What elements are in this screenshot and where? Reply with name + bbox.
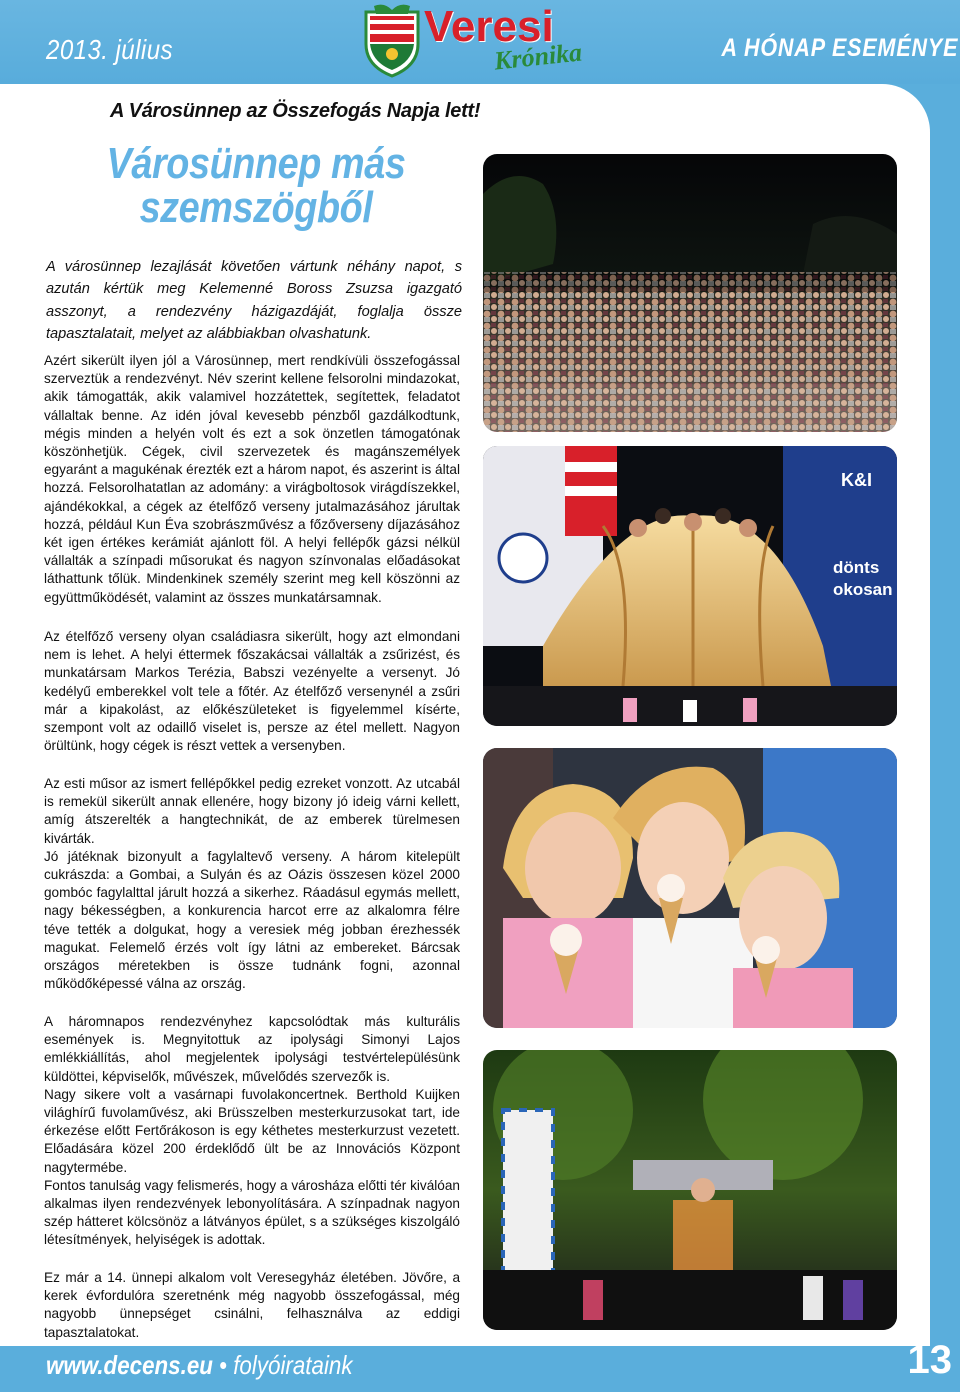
paragraph-3	[44, 775, 460, 993]
stage-sign-okosan: okosan	[833, 580, 893, 599]
paragraph-5	[44, 1269, 460, 1342]
photo-crowd-image	[483, 154, 897, 432]
article-title	[75, 139, 436, 232]
paragraph-5-text: Ez már a 14. ünnepi alkalom volt Veresegyház életében. Jövőre, a kerek évfordulóra szeretnénk még nagyobb összefogással, még nagyobb ünnepséget csinálni, felhasználva az eddigi tapasztalatokat.	[44, 1270, 460, 1340]
page-corner	[930, 84, 960, 144]
photo-stage-dancers	[483, 446, 897, 726]
page-number: 13	[907, 1338, 952, 1382]
paragraph-2-text: Az ételfőző verseny olyan családiasra sikerült, hogy azt elmondani nem is lehet. A helyi éttermek főszakácsai vállalták a zsűrizést, és munkatársam Markos Terézia, Babszi vezényelte a versenyt. Jó kedélyű emberekkel volt tele a főtér. Az ételfőző versenynél a zsűri már a kipakolást, az előkészületeket is figyelemmel kísérte, szempont volt az odaillő viselet is, persze az étel mellett. Nagyon örültünk, hogy cégek is részt vettek a versenyben.	[44, 629, 460, 754]
stage-sign-donts: dönts	[833, 558, 880, 577]
paragraph-3b-text: Jó játéknak bizonyult a fagylaltevő verseny. A három kitelepült cukrászda: a Gombai, a Sulyán és az Oázis összesen közel 2000 gombóc fagylalttal járult hozzá a sikerhez. Ráadásul egymás mellett, nagy békességben, a konkurencia harcot erre az alkalomra félre téve tették a dolgukat, hogy a veresiek még jobban érezhessék magukat. Felemelő érzés volt így látni az embereket. Bárcsak országos méretekben is össze tudnánk fogni, azonnal működőképessé válna az ország.	[44, 848, 460, 992]
paragraph-4b-text: Nagy sikere volt a vasárnapi fuvolakoncertnek. Berthold Kuijken világhírű fuvolaművész, aki Brüsszelben mesterkurzusokat tart, ide érkezése előtt Fertőrákoson is egy kéthetes mesterkurzust vezetett. Előadására közel 200 érdeklődő ült be az Innovációs Központ nagytermébe.	[44, 1086, 460, 1175]
photo-kids-image	[483, 748, 897, 1028]
paragraph-4c-text: Fontos tanulság vagy felismerés, hogy a városháza előtti tér kiválóan alkalmas ilyen rendezvények lebonyolítására. A színpadnak nagyon szép hátteret kölcsönöz a látványos épület, s a szükséges kiszolgáló létesítmények, helyiségek is adottak.	[44, 1177, 460, 1248]
stage-sign-ki: K&I	[841, 470, 872, 490]
photo-street-dance	[483, 1050, 897, 1330]
issue-date: 2013. július	[46, 34, 173, 65]
article-kicker: A Városünnep az Összefogás Napja lett!	[110, 100, 481, 122]
article-title-line1: Városünnep más	[106, 139, 406, 188]
photo-ice-cream-kids	[483, 748, 897, 1028]
logo-kronika: Krónika	[492, 37, 584, 76]
photo-street-image	[483, 1050, 897, 1330]
paragraph-4a-text: A háromnapos rendezvényhez kapcsolódtak más kulturális események is. Megnyitottuk az ipolysági Simonyi Lajos emlékkiállítás, ahol megjelentek ipolysági testvértelepülésünk küldöttei, képviselők, művészek, művelődés szervezők is.	[44, 1014, 460, 1084]
paragraph-1-text: Azért sikerült ilyen jól a Városünnep, mert rendkívüli összefogással szerveztük a rendezvényt. Név szerint kellene felsorolni mindazokat, akik támogatták, akik valamivel hozzátettek, segítettek, feladatot vállaltak benne. Az idén jóval kevesebb pénzből gazdálkodtunk, mégis minden a helyén volt és ezt a sok önzetlen támogatónak köszönhetjük. Cégek, civil szervezetek és magánszemélyek egyaránt a magukénak érezték ezt a három napot, és aszerint is által hozzá. Felsorolhatatlan az adomány: a virágboltosok virágdíszekkel, ajándékokkal, a cégek az ételfőző verseny jutalmazásához járultak hozzá, például Kun Éva szobrászművész a főzőverseny díjazásához két igen értékes kerámiát ajánlott föl. A helyi fellépők gázsi nélkül vállalták a színpadi műsorukat és nagyon színvonalas előadásokat láthattunk tőlük. Mindenkinek személy szerint meg kell köszönni az együttműködését, valamint az összes munkatársamnak.	[44, 353, 460, 605]
footer-url-text[interactable]: www.decens.eu	[46, 1350, 213, 1380]
footer-url[interactable]	[46, 1350, 353, 1381]
veresegyhaz-crest-icon	[360, 4, 424, 78]
section-label: A HÓNAP ESEMÉNYE	[721, 34, 958, 62]
paragraph-4	[44, 1013, 460, 1250]
article-lead: A városünnep lezajlását követően vártunk néhány napot, s azután kértük meg Kelemenné Boross Zsuzsa igazgató asszonyt, a rendezvény házigazdáját, foglalja össze tapasztalatait, melyet az alábbiakban olvashatunk.	[46, 259, 462, 342]
photo-crowd	[483, 154, 897, 432]
footer-tagline: folyóirataink	[233, 1350, 353, 1380]
paragraph-3a-text: Az esti műsor az ismert fellépőkkel pedig ezreket vonzott. Az utcabál is remekül sikerült annak ellenére, hogy bizony jó ideig várni kellett, amíg átszerelték a hangtechnikát, de az emberek türelmesen kivárták.	[44, 776, 460, 846]
footer-bullet: •	[219, 1350, 227, 1380]
paragraph-1	[44, 352, 460, 607]
logo-veresi: Veresi	[424, 2, 554, 51]
article-title-line2: szemszögből	[139, 183, 373, 232]
paragraph-2	[44, 628, 460, 755]
magazine-logo	[360, 4, 590, 78]
